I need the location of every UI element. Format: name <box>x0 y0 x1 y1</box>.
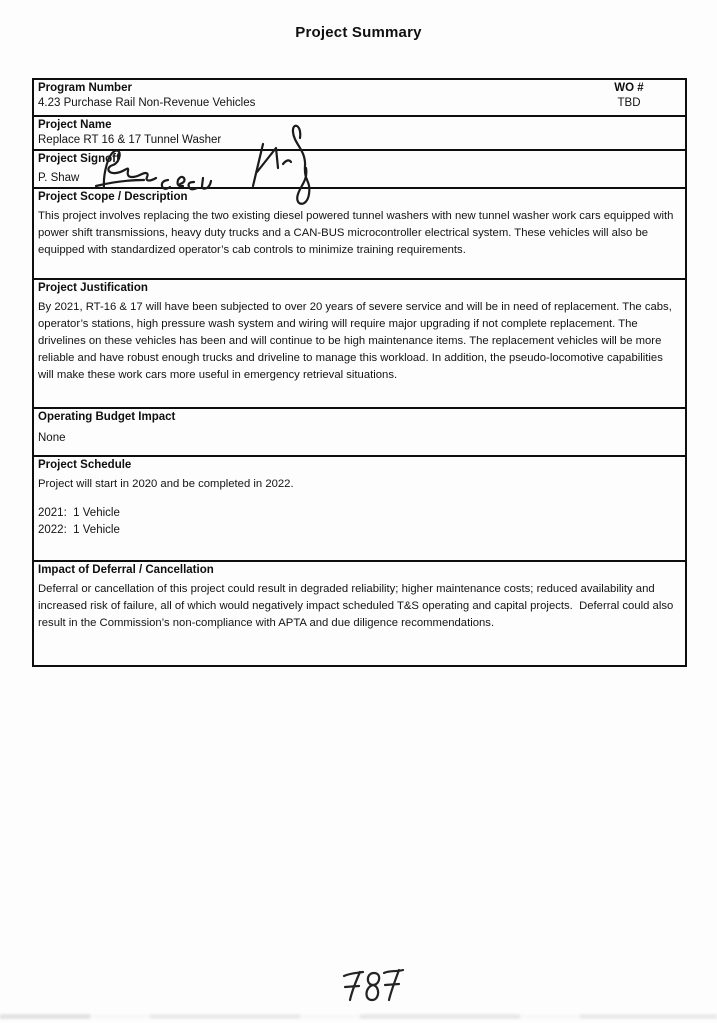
operating-budget-impact-label: Operating Budget Impact <box>38 411 176 423</box>
project-justification-text: By 2021, RT-16 & 17 will have been subjected to over 20 years of severe service and will be in need of replacement. The cabs, operator’s stations, high pressure wash system and wiring will require major upgrading if not complete replacement. The drivelines on these vehicles has been and will continue to be high maintenance items. The replacement vehicles will be more reliable and have robust enough trucks and driveline to manage this workload. In addition, the pseudo-locomotive capabilities will make these work cars more useful in emergency retrieval situations. <box>38 301 675 381</box>
project-scope-label: Project Scope / Description <box>38 191 188 203</box>
project-schedule-intro: Project will start in 2020 and be completed in 2022. <box>38 478 294 490</box>
project-scope-text: This project involves replacing the two existing diesel powered tunnel washers with new tunnel washer work cars equipped with power shift transmissions, heavy duty trucks and a CAN-BUS microcontroller electrical system. These vehicles will also be equipped with standardized operator’s cab controls to minimize training requirements. <box>38 210 677 256</box>
wo-number-block <box>597 81 661 111</box>
row-operating-budget-impact <box>34 407 685 455</box>
wo-number-value: TBD <box>617 97 641 109</box>
schedule-spacer <box>34 493 685 505</box>
row-program-number <box>34 80 685 115</box>
row-project-scope <box>34 187 685 278</box>
program-number-label: Program Number <box>38 82 132 94</box>
project-name-label: Project Name <box>38 119 112 131</box>
project-signoff-value: P. Shaw <box>38 172 80 184</box>
program-number-value: 4.23 Purchase Rail Non-Revenue Vehicles <box>38 97 256 109</box>
row-impact-deferral <box>34 560 685 665</box>
row-project-schedule <box>34 455 685 560</box>
impact-deferral-label: Impact of Deferral / Cancellation <box>38 564 214 576</box>
project-schedule-label: Project Schedule <box>38 459 132 471</box>
wo-number-label: WO # <box>614 82 644 94</box>
operating-budget-impact-value: None <box>38 432 66 444</box>
handwritten-page-number <box>340 960 406 1006</box>
project-name-value: Replace RT 16 & 17 Tunnel Washer <box>38 134 222 146</box>
row-project-signoff <box>34 149 685 187</box>
schedule-item-2022: 2022: 1 Vehicle <box>38 524 120 536</box>
project-signoff-label: Project Signoff <box>38 153 120 165</box>
impact-deferral-text: Deferral or cancellation of this project could result in degraded reliability; higher maintenance costs; reduced availability and increased risk of failure, all of which would negatively impact scheduled T&S operating and capital projects. Deferral could also result in the Commission’s non-compliance with APTA and due diligence recommendations. <box>38 583 677 629</box>
row-project-name <box>34 115 685 149</box>
scanner-edge-artifact <box>0 1014 717 1019</box>
schedule-item-2021: 2021: 1 Vehicle <box>38 507 120 519</box>
project-justification-label: Project Justification <box>38 282 148 294</box>
project-summary-form <box>32 78 687 667</box>
row-project-justification <box>34 278 685 407</box>
page-title: Project Summary <box>295 24 422 41</box>
